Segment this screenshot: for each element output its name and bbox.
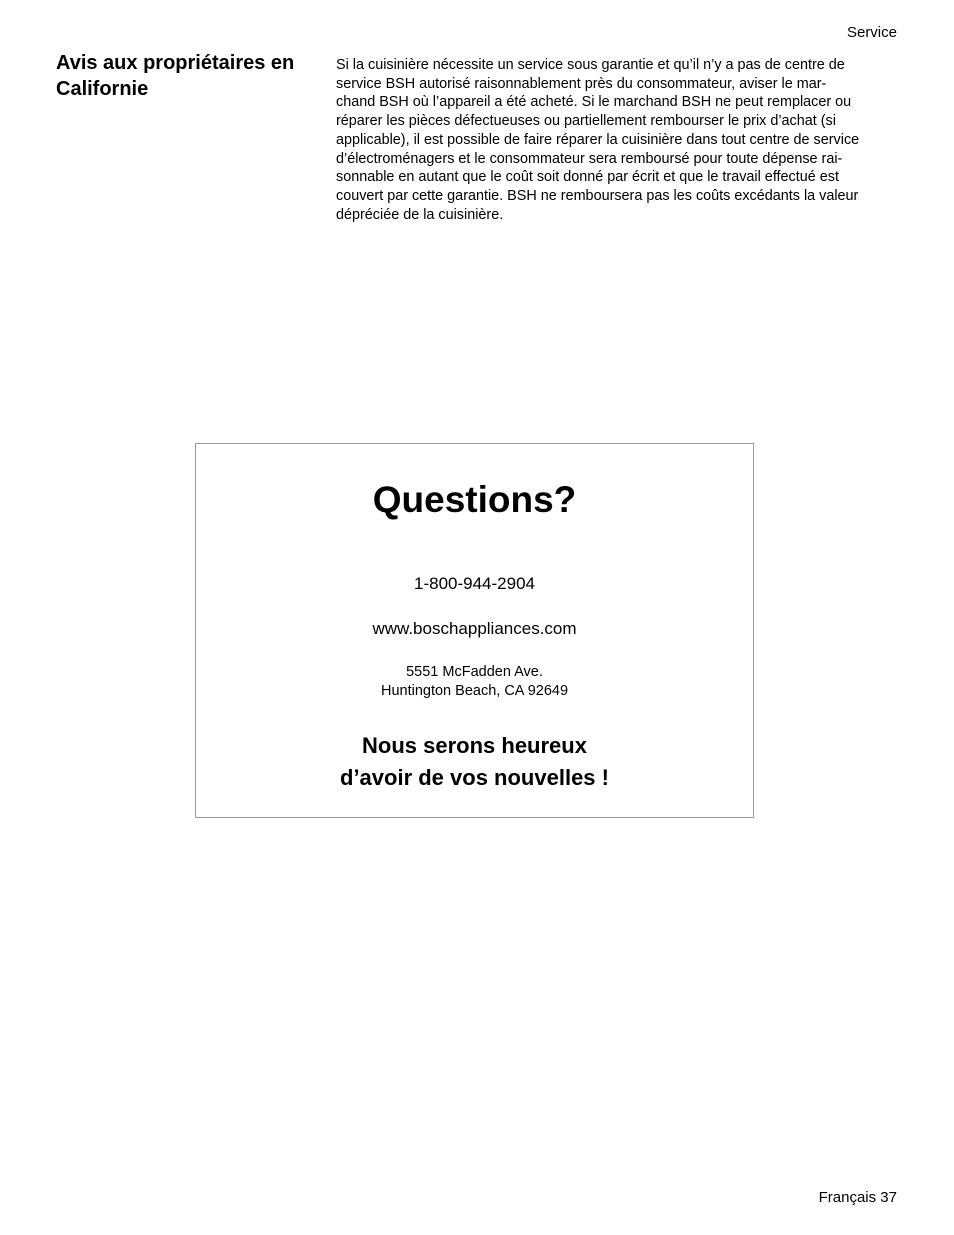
page-number: Français 37: [818, 1189, 897, 1206]
california-notice-heading: Avis aux propriétaires en Californie: [56, 52, 295, 100]
closing-message: [196, 730, 753, 794]
california-notice-body: Si la cuisinière nécessite un service sous garantie et qu’il n’y a pas de centre de service BSH autorisé raisonnablement près du consommateur, aviser le mar- chand BSH où l’appareil a été acheté. Si le marchand BSH ne peut remplacer ou réparer les pièces défectueuses ou partiellement rembourser le prix d’achat (si applicable), il est possible de faire réparer la cuisinière dans tout centre de service d’électroménagers et le consommateur sera remboursé pour toute dépense rai- sonnable en autant que le coût soit donné par écrit et que le travail effectué est couvert par cette garantie. BSH ne remboursera pas les coûts excédants la valeur dépréciée de la cuisinière.: [336, 57, 860, 223]
address-line-1: 5551 McFadden Ave.: [406, 664, 543, 680]
questions-contact-box: [195, 443, 754, 818]
phone-number: 1-800-944-2904: [414, 574, 535, 593]
questions-title: Questions?: [372, 479, 577, 520]
mailing-address: [196, 663, 753, 700]
website-link[interactable]: www.boschappliances.com: [372, 619, 577, 638]
closing-line-1: Nous serons heureux: [362, 733, 587, 758]
running-header: Service: [846, 24, 897, 41]
closing-line-2: d’avoir de vos nouvelles !: [340, 765, 609, 790]
address-line-2: Huntington Beach, CA 92649: [380, 682, 569, 699]
